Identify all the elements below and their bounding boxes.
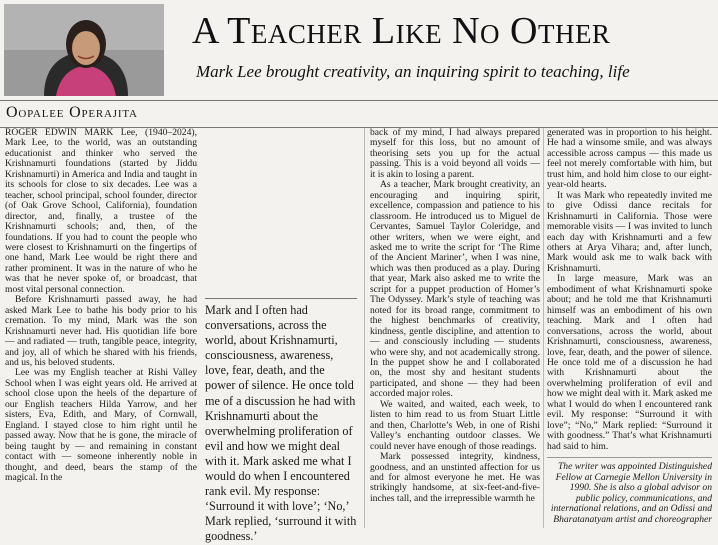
paragraph: We waited, and waited, each week, to listen to him read to us from Stuart Little and then, Charlotte’s Web, in one of Rishi Valley’s enchanting outdoor classes. We could never have enough of those readings. <box>370 398 540 452</box>
article-subheadline: Mark Lee brought creativity, an inquiring spirit to teaching, life <box>196 62 630 81</box>
byline-author: Oopalee Operajita <box>6 104 138 121</box>
paragraph: Lee was my English teacher at Rishi Valley School when I was eight years old. He arrived at school close upon the heels of the departure of our English teachers Hilda Yarrow, and her sisters, Eva, Edith, and Mary, of Cornwall, England. I stayed close to him right until he passed away. Now that he is gone, the miracle of being taught by — and remaining in constant contact with — someone inherently noble in thought, and deed, bears the stamp of the magical. In the <box>5 367 197 483</box>
paragraph: generated was in proportion to his height. He had a winsome smile, and was always accessible across campus — this made us feel not merely comfortable with him, but trust him, and hold him close to our eight-year-old hearts. <box>547 127 712 191</box>
bio-divider <box>547 457 712 458</box>
column-divider <box>364 128 365 528</box>
article-column-2 <box>370 128 540 504</box>
paragraph: Before Krishnamurti passed away, he had asked Mark Lee to bathe his body prior to his cremation. To my mind, Mark was the son Krishnamurti never had. His quotidian life bore — and radiated — truth, tangible peace, integrity, and joy, all of which he shared with his friends, and us, his beloved students. <box>5 294 197 368</box>
pull-quote: Mark and I often had conversations, across the world, about Krishnamurti, consciousness, awareness, love, fear, death, and the power of silence. He once told me of a discussion he had with Krishnamurti about the overwhelming proliferation of evil and how we might deal with it. Mark asked me what I would do when I encountered rank evil. My response: ‘Surround it with love’; ‘No,’ Mark replied, ‘surround it with goodness.’ <box>205 298 357 545</box>
paragraph: back of my mind, I had always prepared myself for this loss, but no amount of theorising sets you up for the actual passing. This is a void beyond all voids — it is akin to losing a parent. <box>370 127 540 180</box>
author-portrait-image <box>4 4 164 96</box>
paragraph: As a teacher, Mark brought creativity, an encouraging and inquiring spirit, excellence, compassion and patience to his classroom. He introduced us to Miguel de Cervantes, Samuel Taylor Coleridge, and other writers, when we were eight, and asked me to write the script for ‘The Rime of the Ancient Mariner’, when I was nine, which was then produced as a play. During that year, Mark also asked me to write the script for a puppet production of Homer’s The Odyssey. Mark’s style of teaching was noted for its broad range, commitment to the highest benchmarks of creativity, kindness, gentle discipline, and attention to — and consciously including — students who were shy, and not academically strong. In the puppet show he and I collaborated on, the most shy and hesitant students participated, and shone — they had been accorded major roles. <box>370 179 540 400</box>
paragraph: ROGER EDWIN MARK Lee, (1940–2024), Mark Lee, to the world, was an outstanding educationist and thinker who served the Krishnamurti foundations (started by Jiddu Krishnamurti) in America and India and taught in its schools for close to six decades. Lee was a teacher, school principal, school founder, director (of Oak Grove School, California), foundation director, and, finally, a trustee of the Krishnamurti schools; and, then, of the foundations. If you had to count the people who were closest to Krishnamurti on the fingertips of one hand, Mark Lee would be right there and rather prominent. It was in the nature of who he was that he never spoke of, or broadcast, that most vital personal connection. <box>5 127 197 295</box>
article-column-3 <box>547 128 712 526</box>
paragraph: It was Mark who repeatedly invited me to give Odissi dance recitals for Krishnamurti in California. Those were memorable visits — I was invited to lunch each day with Krishnamurti and a few others at Arya Vihara; and, after lunch, Mark would ask me to walk back with Krishnamurti. <box>547 189 712 274</box>
column-divider <box>543 128 544 528</box>
article-headline: A Teacher Like No Other <box>192 10 611 52</box>
paragraph: Mark possessed integrity, kindness, goodness, and an unstinted affection for us and for almost everyone he met. He was strikingly handsome, at six-feet-and-five-inches tall, and the irrepressible warmth he <box>370 451 540 504</box>
author-bio: The writer was appointed Distinguished Fellow at Carnegie Mellon University in 1990. She is also a global advisor on public policy, communications, and international relations, and an Odissi and Bharatanatyam artist and choreographer <box>550 461 712 526</box>
paragraph: In large measure, Mark was an embodiment of what Krishnamurti spoke about; and he told me that Krishnamurti himself was an embodiment of his own teaching. Mark and I often had conversations, across the world, about Krishnamurti, consciousness, awareness, love, fear, death, and the power of silence. He once told me of a discussion he had with Krishnamurti about the overwhelming proliferation of evil and how we might deal with it. Mark asked me what I would do when I encountered rank evil. My response: “Surround it with love”; “No,” Mark replied: “Surround it with goodness.” That’s what Krishnamurti had said to him. <box>547 273 712 452</box>
article-column-1 <box>5 128 197 483</box>
